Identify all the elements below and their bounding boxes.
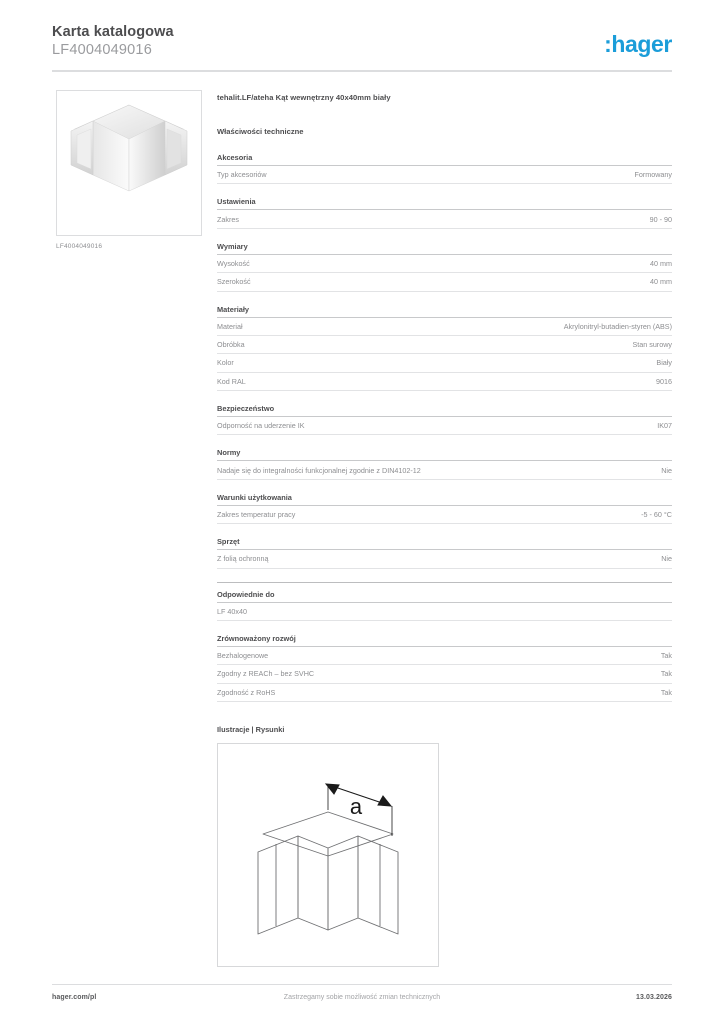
specification-sections: [217, 153, 672, 702]
spec-row: [217, 373, 672, 391]
product-photo: [56, 90, 202, 236]
spec-section: [217, 634, 672, 702]
spec-row-value: Tak: [660, 669, 672, 679]
spec-section-heading: Ustawienia: [217, 197, 672, 210]
spec-section-heading: Zrównoważony rozwój: [217, 634, 672, 647]
spec-row-value: 9016: [656, 376, 672, 386]
spec-row-label: Odporność na uderzenie IK: [217, 421, 305, 431]
footer-date: 13.03.2026: [635, 994, 672, 1001]
spec-section-heading: Materiały: [217, 305, 672, 318]
spec-section: [217, 242, 672, 292]
spec-section: [217, 153, 672, 184]
spec-row-label: Zakres: [217, 214, 239, 224]
spec-section-heading: Odpowiednie do: [217, 590, 672, 603]
technical-drawing-image: [218, 744, 438, 966]
product-photo-caption: LF4004049016: [56, 243, 103, 250]
spec-section-heading: Warunki użytkowania: [217, 493, 672, 506]
spec-section-heading: Wymiary: [217, 242, 672, 255]
spec-row: [217, 354, 672, 372]
spec-row-value: Tak: [660, 651, 672, 661]
footer-divider: [52, 984, 672, 985]
spec-row: [217, 665, 672, 683]
spec-row-label: Bezhalogenowe: [217, 651, 269, 661]
spec-row-value: Stan surowy: [632, 340, 672, 350]
product-photo-image: [57, 91, 201, 235]
technical-drawing: [217, 743, 439, 967]
spec-row-label: Typ akcesoriów: [217, 170, 267, 180]
drawings-heading: Ilustracje | Rysunki: [217, 725, 285, 734]
spec-row-value: 40 mm: [650, 258, 672, 268]
spec-row-value: Nie: [661, 554, 672, 564]
specifications-heading: Właściwości techniczne: [217, 127, 304, 136]
spec-row-label: Zakres temperatur pracy: [217, 509, 296, 519]
specification-content: [217, 93, 672, 967]
spec-row-value: 90 - 90: [649, 214, 672, 224]
spec-row: [217, 166, 672, 184]
page-header: [52, 24, 672, 76]
spec-row-value: Formowany: [634, 170, 672, 180]
spec-row-label: Nadaje się do integralności funkcjonalnej zgodnie z DIN4102-12: [217, 465, 421, 475]
spec-section-heading: Bezpieczeństwo: [217, 404, 672, 417]
header-divider: [52, 70, 672, 72]
spec-row: [217, 336, 672, 354]
spec-row-label: Szerokość: [217, 277, 251, 287]
spec-row-value: IK07: [657, 421, 672, 431]
spec-section: [217, 582, 672, 621]
spec-section-heading: Sprzęt: [217, 537, 672, 550]
spec-row: [217, 461, 672, 479]
spec-row-value: Biały: [656, 358, 672, 368]
hager-logo: :hager: [604, 31, 672, 57]
spec-row-label: Zgodny z REACh – bez SVHC: [217, 669, 315, 679]
page-title: Karta katalogowa: [52, 24, 174, 40]
product-name: tehalit.LF/ateha Kąt wewnętrzny 40x40mm biały: [217, 93, 391, 102]
spec-row-label: Zgodność z RoHS: [217, 687, 276, 697]
spec-row-value: 40 mm: [650, 277, 672, 287]
page-footer: [52, 994, 672, 1008]
spec-row: [217, 318, 672, 336]
document-reference: LF4004049016: [52, 42, 152, 58]
spec-section: [217, 537, 672, 568]
spec-section-heading: Akcesoria: [217, 153, 672, 166]
spec-row-label: Kolor: [217, 358, 234, 368]
spec-row-label: LF 40x40: [217, 606, 247, 616]
spec-row-label: Wysokość: [217, 258, 250, 268]
spec-section: [217, 404, 672, 435]
spec-row-label: Obróbka: [217, 340, 245, 350]
spec-row: [217, 506, 672, 524]
spec-section: [217, 197, 672, 228]
spec-section: [217, 493, 672, 524]
spec-row-value: Akrylonitryl-butadien-styren (ABS): [563, 321, 672, 331]
spec-section-heading: Normy: [217, 448, 672, 461]
spec-row-value: Nie: [661, 465, 672, 475]
spec-row: [217, 210, 672, 228]
spec-row: [217, 550, 672, 568]
spec-row-value: -5 - 60 °C: [641, 509, 672, 519]
spec-section: [217, 305, 672, 392]
spec-row-label: Materiał: [217, 321, 243, 331]
spec-row: [217, 647, 672, 665]
spec-row: [217, 273, 672, 291]
spec-row: [217, 417, 672, 435]
spec-row: [217, 684, 672, 702]
spec-row-label: Z folią ochronną: [217, 554, 269, 564]
spec-row-value: Tak: [660, 687, 672, 697]
spec-row-label: Kod RAL: [217, 376, 246, 386]
spec-row: [217, 603, 672, 621]
footer-disclaimer: Zastrzegamy sobie możliwość zmian technicznych: [283, 994, 441, 1001]
spec-row: [217, 255, 672, 273]
footer-website[interactable]: hager.com/pl: [52, 994, 97, 1001]
dimension-label-a: a: [349, 794, 363, 819]
spec-section: [217, 448, 672, 479]
